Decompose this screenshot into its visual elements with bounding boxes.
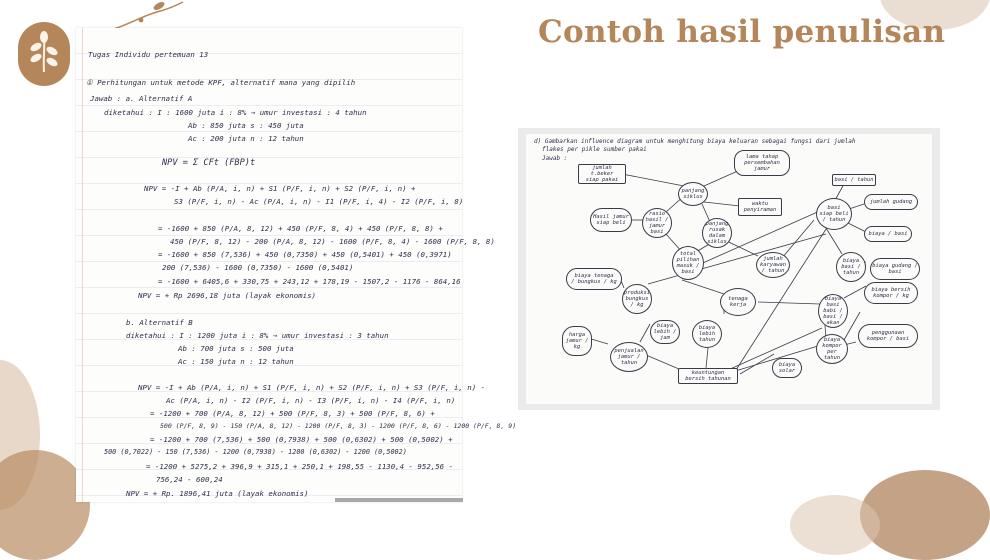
- diagram-node: biaya basi / tahun: [836, 252, 866, 282]
- notebook-line: S3 (P/F, i, n) - Ac (P/A, i, n) - I1 (P/F, i, 4) - I2 (P/F, i, 8): [174, 197, 464, 206]
- diagram-node: jumlah karyawan / tahun: [756, 252, 790, 278]
- notebook-line: 450 (P/F, 8, 12) - 200 (P/A, 8, 12) - 1600 (P/F, 8, 4) - 1600 (P/F, 8, 8): [170, 237, 495, 246]
- notebook-line: Ac : 200 juta n : 12 tahun: [188, 134, 304, 143]
- slide-title: Contoh hasil penulisan: [538, 14, 946, 50]
- notebook-line: NPV = -I + Ab (P/A, i, n) + S1 (P/F, i, n) + S2 (P/F, i, n) +: [144, 184, 416, 193]
- diagram-node: panjang rusak dalam siklus: [702, 218, 732, 248]
- diagram-node: harga jamur / kg: [562, 326, 592, 356]
- notebook-line: 500 (0,7022) - 150 (7,536) - 1200 (0,7938) - 1200 (0,6302) - 1200 (0,5002): [104, 448, 407, 456]
- diagram-node: biaya tenaga / bungkus / kg: [566, 268, 622, 290]
- diagram-node: jumlah t.beker siap pakai: [578, 164, 626, 184]
- notebook-line: Ac (P/A, i, n) - I2 (P/F, i, n) - I3 (P/F, i, n) - I4 (P/F, i, n): [166, 396, 456, 405]
- notebook-line: NPV = + Rp. 1896,41 juta (layak ekonomis): [126, 489, 309, 498]
- notebook-line: = -1200 + 700 (P/A, 8, 12) + 500 (P/F, 8, 3) + 500 (P/F, 8, 6) +: [150, 409, 435, 418]
- diagram-node: biaya / basi: [864, 226, 912, 242]
- diagram-node: waktu penyiraman: [738, 198, 782, 216]
- diagram-node: basi / tahun: [832, 174, 876, 186]
- notebook-line: Ab : 850 juta s : 450 juta: [188, 121, 304, 130]
- diagram-paper: [526, 134, 932, 404]
- notebook-line: ① Perhitungan untuk metode KPF, alternatif mana yang dipilih: [86, 78, 356, 87]
- notebook-line: 756,24 - 600,24: [156, 475, 223, 484]
- diagram-node: Hasil jamur siap beli: [590, 208, 632, 232]
- logo-badge: [18, 22, 70, 86]
- notebook-line: 200 (7,536) - 1600 (0,7350) - 1600 (0,5401): [162, 263, 354, 272]
- notebook-line: Jawab : a. Alternatif A: [90, 94, 193, 103]
- notebook-line: Ac : 150 juta n : 12 tahun: [178, 357, 294, 366]
- notebook-line: Tugas Individu pertemuan 13: [88, 50, 209, 59]
- diagram-node: tenaga kerja: [720, 288, 756, 316]
- notebook-line: 500 (P/F, 8, 9) - 150 (P/A, 8, 12) - 1200 (P/F, 8, 3) - 1200 (P/F, 8, 6) - 1200 (P/F, 8, 9): [160, 422, 517, 430]
- diagram-node: rasio hasil / jamur basi: [642, 208, 672, 238]
- notebook-line: NPV = -I + Ab (P/A, i, n) + S1 (P/F, i, n) + S2 (P/F, i, n) + S3 (P/F, i, n) -: [138, 383, 486, 392]
- diagram-node: biaya gudang / basi: [870, 258, 920, 280]
- diagram-node: produksi bungkus / kg: [622, 284, 652, 314]
- diagram-node: lama tahap persembahan jamur: [734, 150, 790, 176]
- diagram-node: keuntungan bersih tahunan: [678, 368, 738, 384]
- notebook-line: = -1600 + 6405,6 + 330,75 + 243,12 + 178,19 - 1507,2 - 1176 - 864,16: [158, 277, 461, 286]
- notebook-line: = -1600 + 850 (P/A, 8, 12) + 450 (P/F, 8, 4) + 450 (P/F, 8, 8) +: [158, 224, 443, 233]
- notebook-line: Ab : 700 juta s : 500 juta: [178, 344, 294, 353]
- stain-bottom-right-light: [790, 495, 880, 555]
- diagram-node: biaya kompor per tahun: [816, 334, 848, 364]
- notebook-line: = -1600 + 850 (7,536) + 450 (0,7350) + 450 (0,5401) + 450 (0,3971): [158, 250, 452, 259]
- diagram-node: biaya basi babi / basi / akan: [818, 294, 848, 328]
- photo-edge-shadow: [335, 498, 463, 502]
- diagram-node: biaya lebih / jam: [650, 320, 680, 344]
- stain-bottom-right: [860, 470, 990, 560]
- diagram-node: penjualan jamur / tahun: [610, 342, 648, 372]
- handwritten-notebook-photo: [76, 28, 517, 502]
- diagram-node: total pilihan masuk / basi: [672, 246, 704, 280]
- notebook-line: b. Alternatif B: [126, 318, 193, 327]
- notebook-line: diketahui : I : 1200 juta i : 8% → umur investasi : 3 tahun: [126, 331, 389, 340]
- diagram-node: penggunaan kompor / basi: [858, 324, 918, 348]
- influence-diagram-photo: [518, 128, 940, 410]
- diagram-heading-continued: flakes per pikle sumber pakai: [542, 146, 647, 153]
- notebook-margin-line: [82, 28, 83, 502]
- leaf-branch-icon: [27, 30, 61, 79]
- diagram-node: biaya solar: [772, 358, 802, 378]
- notebook-line: = -1200 + 5275,2 + 396,9 + 315,1 + 250,1 + 198,55 - 1130,4 - 952,56 -: [146, 462, 454, 471]
- diagram-node: jumlah gudang: [864, 194, 918, 210]
- notebook-line: NPV = + Rp 2696,18 juta (layak ekonomis): [138, 291, 316, 300]
- notebook-line: NPV = Σ CFt (FBP)t: [162, 158, 256, 168]
- diagram-node: panjang siklus: [678, 182, 708, 206]
- diagram-heading: d) Gambarkan influence diagram untuk menghitung biaya keluaran sebagai fungsi dari jumlah: [534, 138, 856, 145]
- diagram-answer-label: Jawab :: [542, 155, 568, 162]
- diagram-node: basi siap beli / tahun: [816, 198, 852, 230]
- diagram-node: biaya bersih kompor / kg: [864, 282, 918, 304]
- diagram-node: biaya lebih tahun: [692, 320, 722, 348]
- notebook-line: diketahui : I : 1600 juta i : 8% → umur investasi : 4 tahun: [104, 108, 367, 117]
- notebook-line: = -1200 + 700 (7,536) + 500 (0,7938) + 500 (0,6302) + 500 (0,5002) +: [150, 435, 453, 444]
